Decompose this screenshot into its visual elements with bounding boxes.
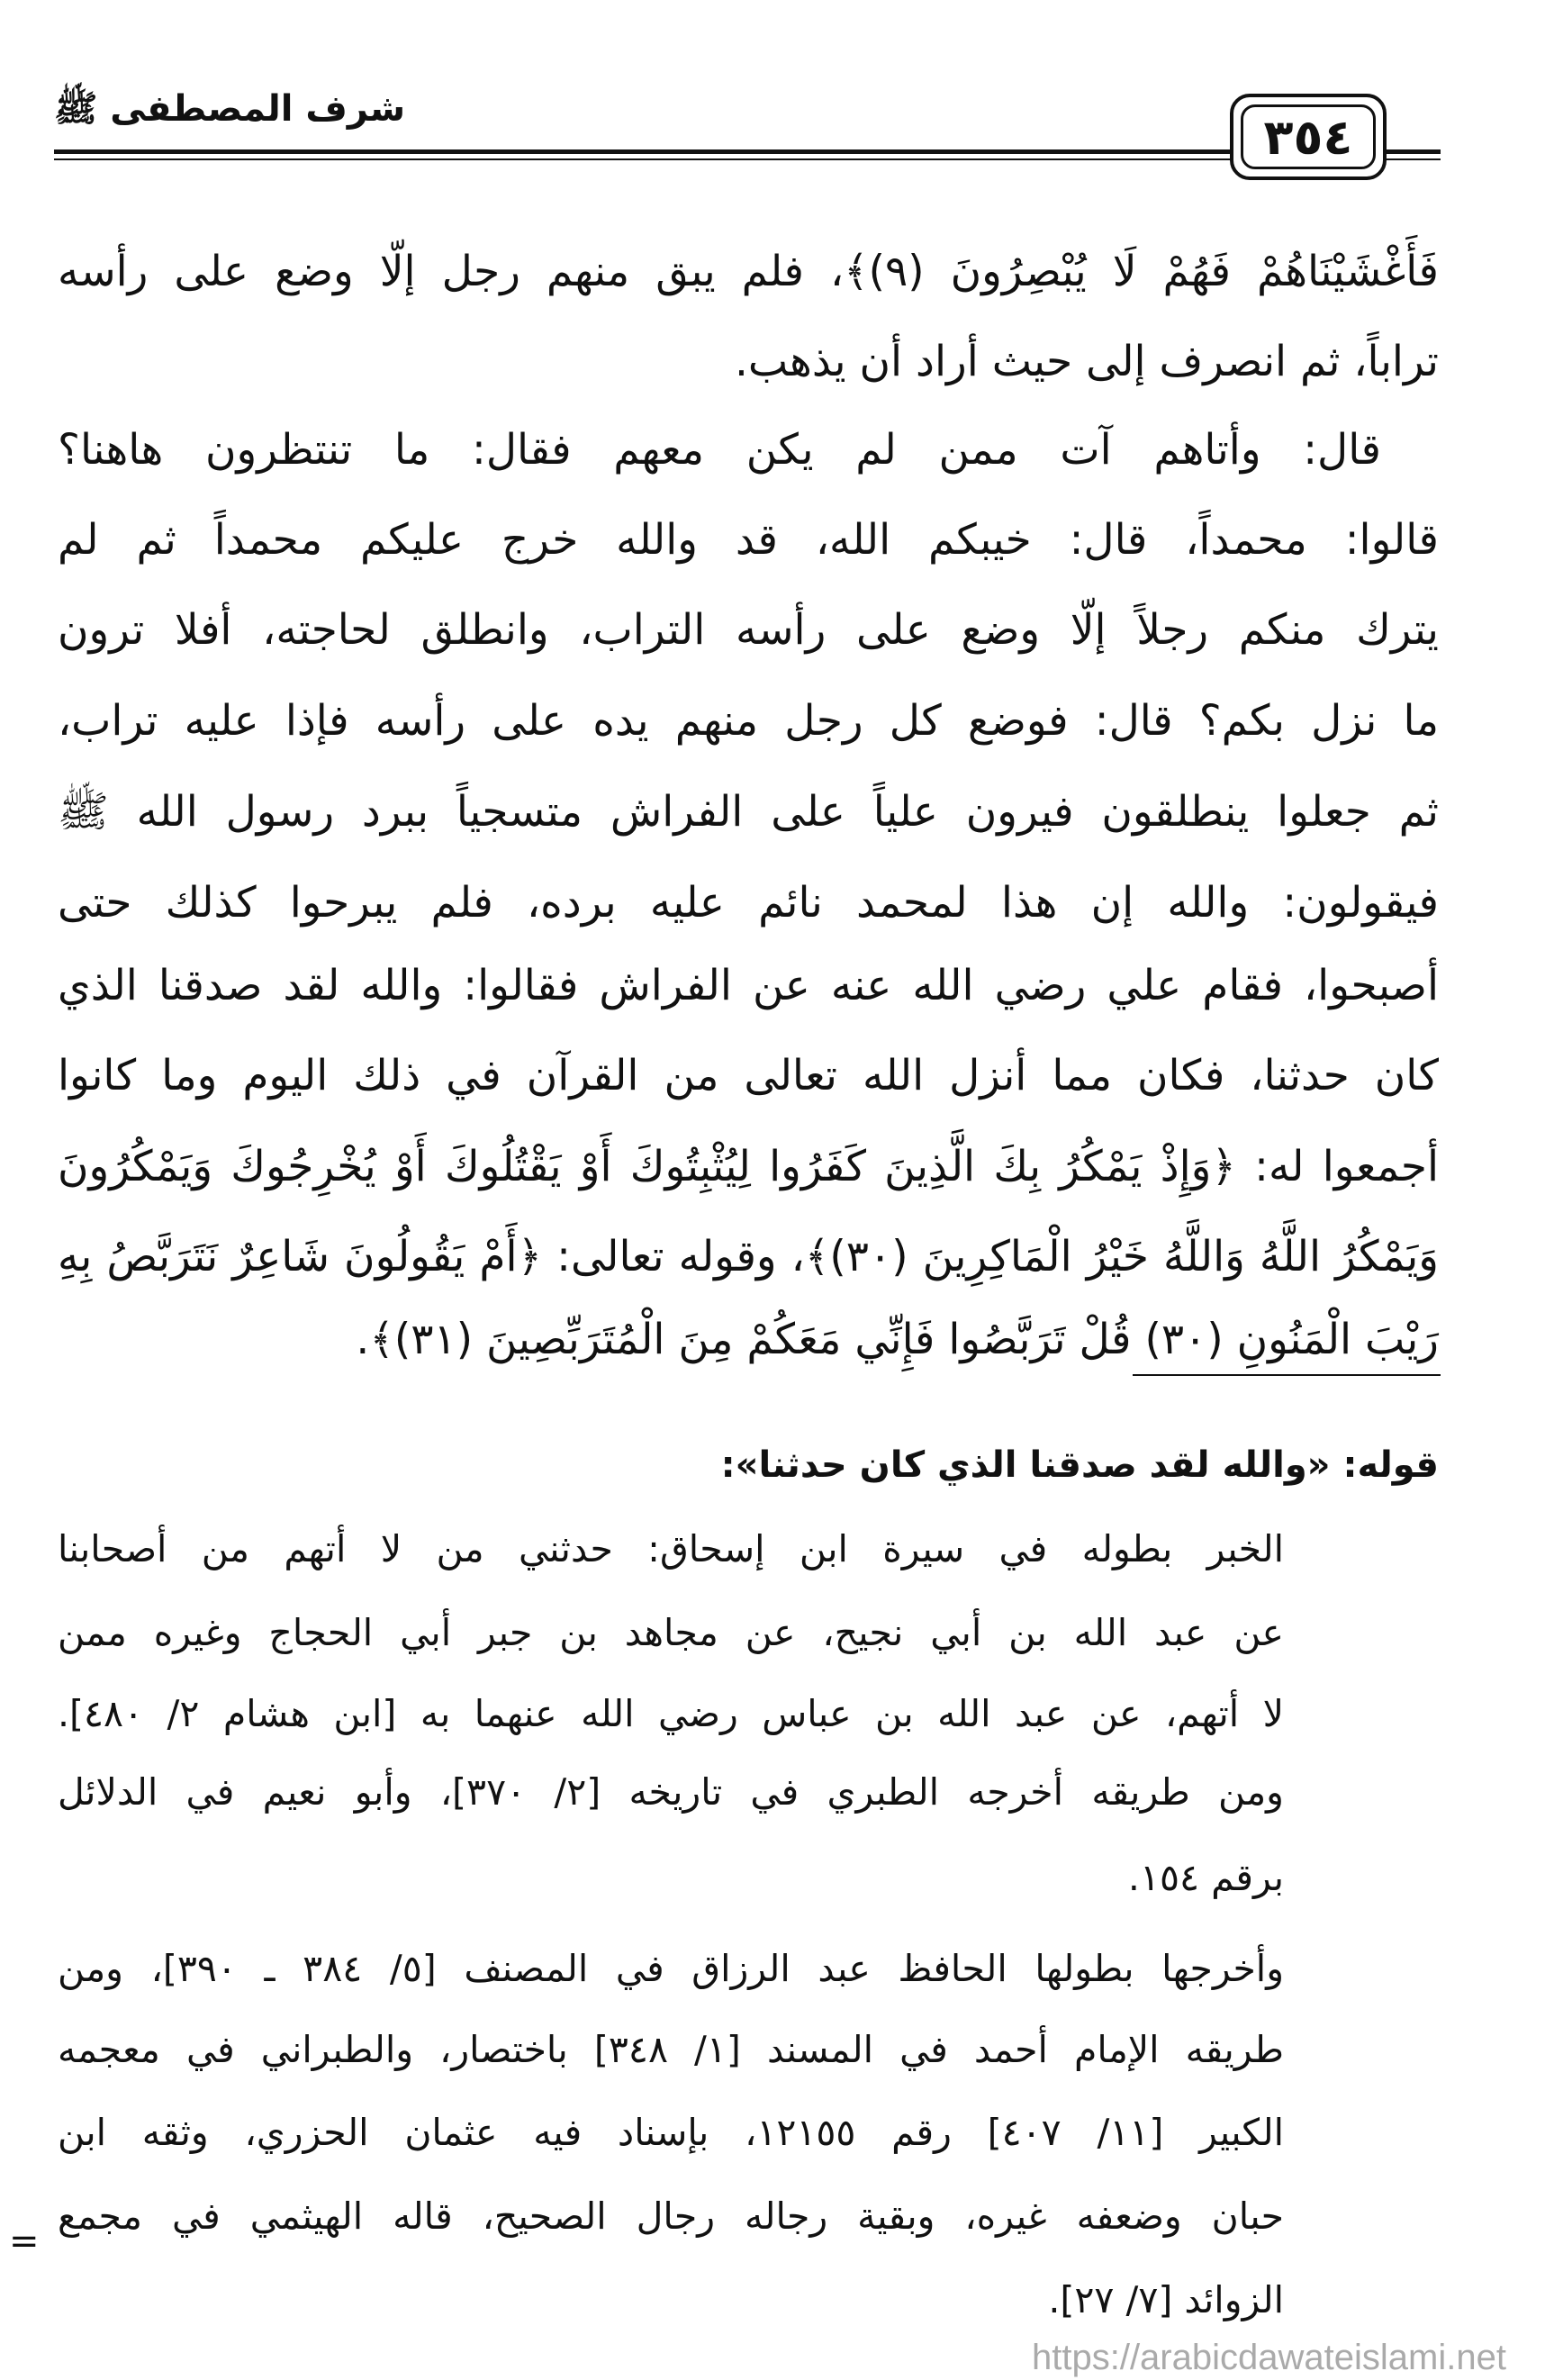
- footnote-line: طريقه الإمام أحمد في المسند [١/ ٣٤٨] باختصار، والطبراني في معجمه: [58, 2028, 1285, 2071]
- continuation-mark: =: [9, 2221, 40, 2262]
- text-line: رَيْبَ الْمَنُونِ (٣٠) قُلْ تَرَبَّصُوا فَإِنِّي مَعَكُمْ مِنَ الْمُتَرَبِّصِينَ (٣١)﴾.: [356, 1315, 1439, 1364]
- footnote-line: الخبر بطوله في سيرة ابن إسحاق: حدثني من لا أتهم من أصحابنا: [58, 1527, 1284, 1570]
- text-line: قال: وأتاهم آت ممن لم يكن معهم فقال: ما تنتظرون هاهنا؟: [58, 425, 1381, 475]
- footnote-line: وأخرجها بطولها الحافظ عبد الرزاق في المصنف [٥/ ٣٨٤ ـ ٣٩٠]، ومن: [58, 1947, 1284, 1990]
- footnote-separator: [1133, 1374, 1441, 1376]
- footnote-line: الكبير [١١/ ٤٠٧] رقم ١٢١٥٥، بإسناد فيه عثمان الحزري، وثقه ابن: [58, 2111, 1284, 2154]
- text-line: فَأَغْشَيْنَاهُمْ فَهُمْ لَا يُبْصِرُونَ (٩)﴾، فلم يبق منهم رجل إلّا وضع على رأسه: [58, 247, 1440, 296]
- text-line: أجمعوا له: ﴿وَإِذْ يَمْكُرُ بِكَ الَّذِينَ كَفَرُوا لِيُثْبِتُوكَ أَوْ يَقْتُلُوكَ أَوْ يُخْرِجُوكَ وَيَمْكُرُونَ: [58, 1142, 1439, 1191]
- text-line: أصبحوا، فقام علي رضي الله عنه عن الفراش فقالوا: والله لقد صدقنا الذي: [58, 961, 1439, 1010]
- text-line: فيقولون: والله إن هذا لمحمد نائم عليه برده، فلم يبرحوا كذلك حتى: [58, 878, 1439, 928]
- footnote-line: لا أتهم، عن عبد الله بن عباس رضي الله عنهما به [ابن هشام ٢/ ٤٨٠].: [58, 1692, 1285, 1735]
- footnote-line: عن عبد الله بن أبي نجيح، عن مجاهد بن جبر أبي الحجاج وغيره ممن: [58, 1611, 1284, 1654]
- text-line: ثم جعلوا ينطلقون فيرون علياً على الفراش متسجياً ببرد رسول الله ﷺ: [58, 787, 1439, 837]
- footnote-line: ومن طريقه أخرجه الطبري في تاريخه [٢/ ٣٧٠]، وأبو نعيم في الدلائل: [58, 1770, 1284, 1814]
- page-number-frame: [1230, 94, 1387, 180]
- text-line: ما نزل بكم؟ قال: فوضع كل رجل منهم يده على رأسه فإذا عليه تراب،: [58, 696, 1439, 746]
- text-line: يترك منكم رجلاً إلّا وضع على رأسه التراب، وانطلق لحاجته، أفلا ترون: [58, 605, 1439, 655]
- book-title: شرف المصطفى ﷺ: [54, 88, 406, 130]
- footnote-line: الزوائد [٧/ ٢٧].: [1048, 2278, 1284, 2321]
- text-line: تراباً، ثم انصرف إلى حيث أراد أن يذهب.: [734, 337, 1439, 386]
- footnote-heading: قوله: «والله لقد صدقنا الذي كان حدثنا»:: [720, 1444, 1439, 1486]
- footnote-line: حبان وضعفه غيره، وبقية رجاله رجال الصحيح، قاله الهيثمي في مجمع: [58, 2194, 1284, 2238]
- text-line: قالوا: محمداً، قال: خيبكم الله، قد والله خرج عليكم محمداً ثم لم: [58, 515, 1439, 565]
- watermark: https://arabicdawateislami.net: [1032, 2338, 1506, 2377]
- footnote-line: برقم ١٥٤.: [1127, 1856, 1284, 1899]
- page-number: ٣٥٤: [1241, 104, 1376, 169]
- text-line: كان حدثنا، فكان مما أنزل الله تعالى من القرآن في ذلك اليوم وما كانوا: [58, 1051, 1439, 1100]
- text-line: وَيَمْكُرُ اللَّهُ وَاللَّهُ خَيْرُ الْمَاكِرِينَ (٣٠)﴾، وقوله تعالى: ﴿أَمْ يَقُولُونَ شَاعِرٌ نَتَرَبَّصُ بِهِ: [58, 1232, 1439, 1281]
